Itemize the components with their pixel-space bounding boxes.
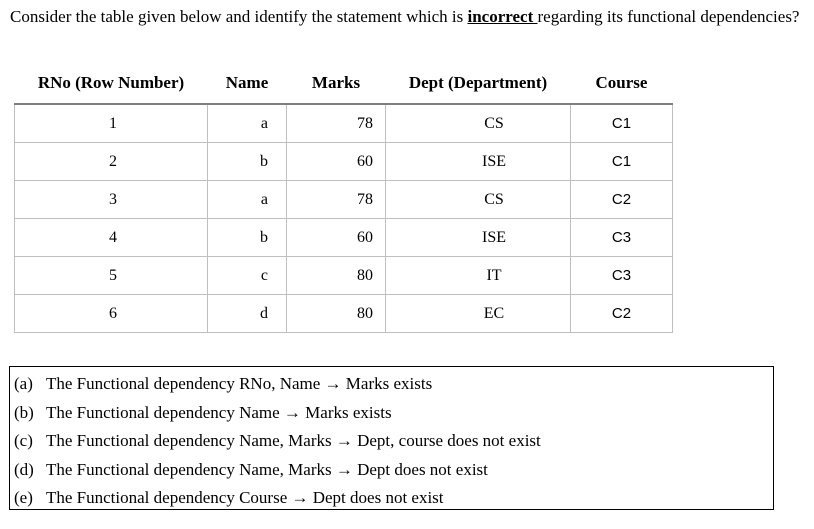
cell-dept: EC	[386, 295, 571, 333]
table-row	[15, 257, 673, 295]
cell-name: c	[208, 257, 287, 295]
cell-marks: 60	[287, 143, 386, 181]
option-d-text: The Functional dependency Name, Marks → Dept does not exist	[46, 459, 488, 479]
table-row	[15, 181, 673, 219]
cell-rno: 1	[15, 104, 208, 143]
cell-name: d	[208, 295, 287, 333]
table-row	[15, 143, 673, 181]
cell-marks: 80	[287, 295, 386, 333]
header-marks: Marks	[287, 62, 386, 104]
cell-rno: 6	[15, 295, 208, 333]
option-e[interactable]	[10, 484, 773, 513]
option-c-text: The Functional dependency Name, Marks → Dept, course does not exist	[46, 431, 541, 451]
cell-name: b	[208, 143, 287, 181]
option-a-prefix: (a)	[14, 374, 33, 393]
cell-course: C3	[571, 219, 673, 257]
header-course: Course	[571, 62, 673, 104]
cell-dept: CS	[386, 104, 571, 143]
option-b-text: The Functional dependency Name → Marks exists	[46, 402, 392, 422]
options-box	[9, 366, 774, 510]
cell-marks: 78	[287, 104, 386, 143]
cell-dept: CS	[386, 181, 571, 219]
header-dept: Dept (Department)	[386, 62, 571, 104]
question-text	[10, 6, 800, 27]
question-keyword: incorrect	[467, 7, 538, 26]
cell-dept: ISE	[386, 143, 571, 181]
cell-rno: 4	[15, 219, 208, 257]
table-row	[15, 295, 673, 333]
option-c[interactable]	[10, 427, 773, 456]
cell-course: C2	[571, 295, 673, 333]
option-d[interactable]	[10, 456, 773, 485]
option-c-prefix: (c)	[14, 431, 33, 451]
relation-table	[14, 62, 673, 333]
cell-marks: 80	[287, 257, 386, 295]
table-header-row	[15, 62, 673, 104]
cell-dept: ISE	[386, 219, 571, 257]
cell-course: C1	[571, 143, 673, 181]
cell-course: C3	[571, 257, 673, 295]
option-b-prefix: (b)	[14, 402, 34, 422]
table-row	[15, 104, 673, 143]
header-name: Name	[208, 62, 287, 104]
cell-rno: 5	[15, 257, 208, 295]
question-outro: regarding its functional dependencies?	[537, 7, 800, 26]
option-d-prefix: (d)	[14, 459, 34, 479]
cell-course: C2	[571, 181, 673, 219]
table-row	[15, 219, 673, 257]
cell-marks: 60	[287, 219, 386, 257]
cell-marks: 78	[287, 181, 386, 219]
cell-name: b	[208, 219, 287, 257]
cell-rno: 3	[15, 181, 208, 219]
header-rno: RNo (Row Number)	[15, 62, 208, 104]
cell-name: a	[208, 104, 287, 143]
cell-course: C1	[571, 104, 673, 143]
option-b[interactable]	[10, 399, 773, 428]
option-a[interactable]	[10, 370, 773, 399]
cell-name: a	[208, 181, 287, 219]
cell-rno: 2	[15, 143, 208, 181]
cell-dept: IT	[386, 257, 571, 295]
option-a-text: The Functional dependency RNo, Name → Marks exists	[46, 374, 433, 393]
option-e-text: The Functional dependency Course → Dept does not exist	[46, 488, 444, 508]
option-e-prefix: (e)	[14, 488, 33, 508]
question-intro: Consider the table given below and identify the statement which is	[10, 7, 468, 26]
